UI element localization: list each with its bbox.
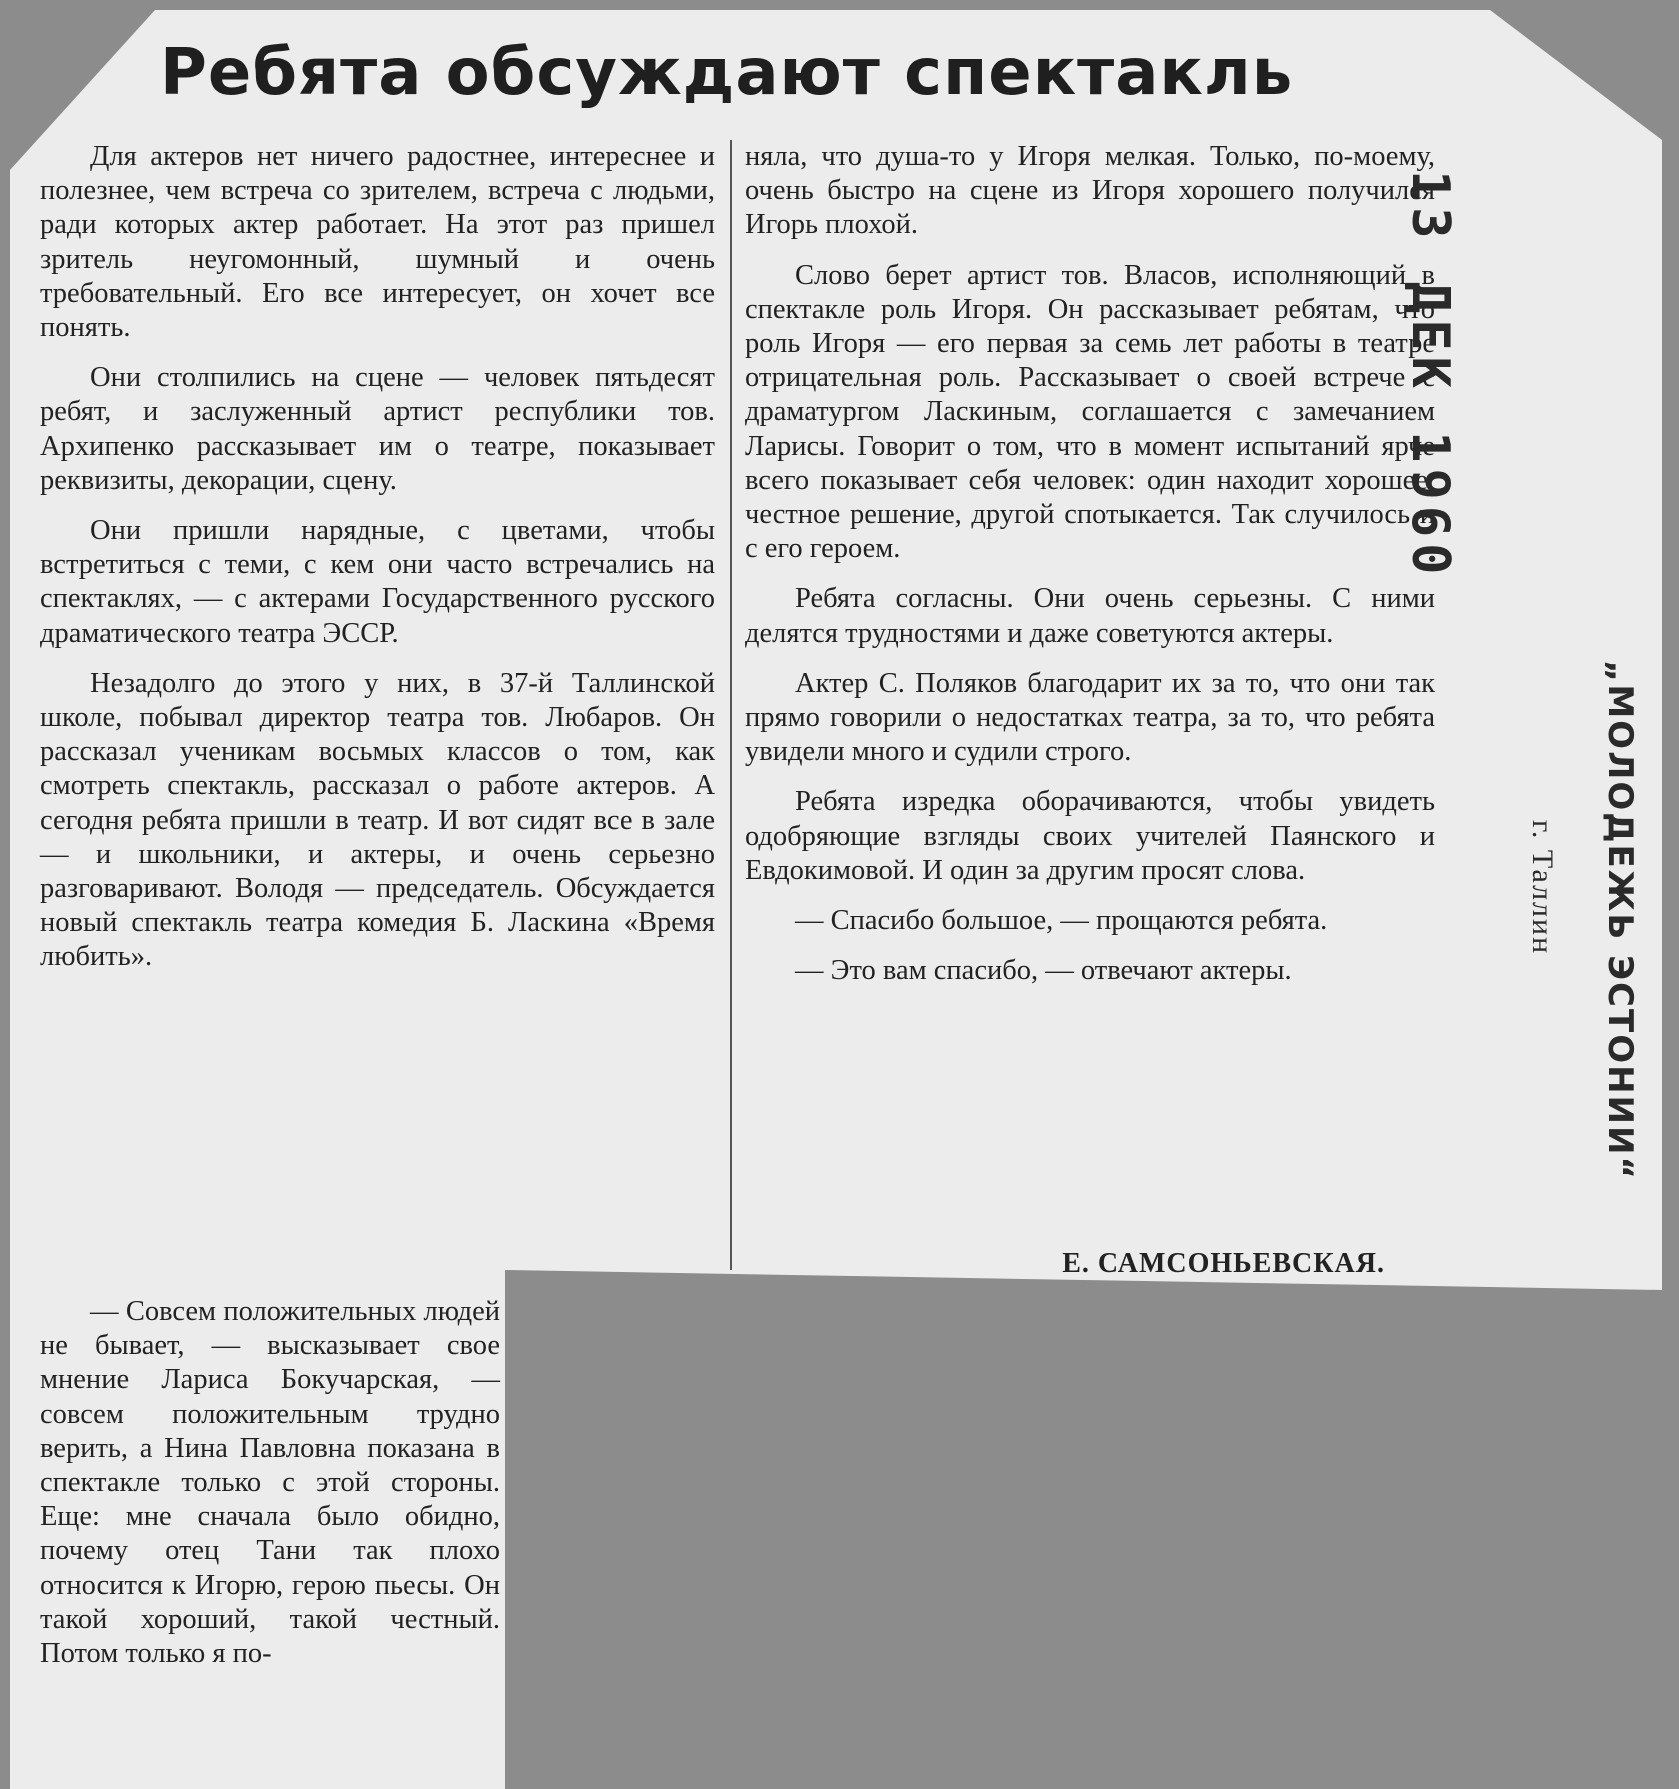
article-column-right bbox=[745, 140, 1435, 1004]
paragraph: Для актеров нет ничего радостнее, интереснее и полезнее, чем встреча со зрителем, встреча с людьми, ради которых актер работает. На этот раз пришел зритель неугомонный, шумный и очень требовательный. Его все интересует, он хочет все понять. bbox=[40, 141, 715, 344]
paragraph-continued: няла, что душа-то у Игоря мелкая. Только, по-моему, очень быстро на сцене из Игоря хорошего получился Игорь плохой. bbox=[745, 141, 1435, 241]
paragraph: Незадолго до этого у них, в 37-й Таллинской школе, побывал директор театра тов. Любаров. Он рассказал ученикам восьмых классов о том, как смотреть спектакль, рассказал о работе актеров. А сегодня ребята пришли в театр. И вот сидят все в зале — и школьники, и актеры, и очень серьезно разговаривают. Володя — председатель. Обсуждается новый спектакль театра комедия Б. Ласкина «Время любить». bbox=[40, 667, 715, 973]
paragraph: Ребята изредка оборачиваются, чтобы увидеть одобряющие взгляды своих учителей Паянского и Евдокимовой. И один за другим просят слова. bbox=[745, 786, 1435, 886]
author-signature: Е. САМСОНЬЕВСКАЯ. bbox=[1062, 1248, 1385, 1279]
article-column-left-top bbox=[40, 140, 715, 991]
paragraph: Они столпились на сцене — человек пятьдесят ребят, и заслуженный артист республики тов. Архипенко рассказывает им о театре, показывает реквизиты, декорации, сцену. bbox=[40, 362, 715, 496]
date-stamp: 13 ДЕК 1960 bbox=[1400, 170, 1460, 581]
newspaper-name-stamp: „МОЛОДЕЖЬ ЭСТОНИИ“ bbox=[1600, 660, 1640, 1181]
article-headline: Ребята обсуждают спектакль bbox=[160, 36, 1294, 110]
paragraph: — Это вам спасибо, — отвечают актеры. bbox=[795, 955, 1292, 987]
city-stamp: г. Таллин bbox=[1526, 820, 1559, 956]
paragraph: Слово берет артист тов. Власов, исполняющий в спектакле роль Игоря. Он рассказывает ребятам, что роль Игоря — его первая за семь лет работы в театре отрицательная роль. Рассказывает о своей встрече с драматургом Ласкиным, соглашается с замечанием Ларисы. Говорит о том, что в момент испытаний ярче всего показывает себя человек: один находит хорошее, честное решение, другой спотыкается. Так случилось и с его героем. bbox=[745, 259, 1435, 565]
paragraph: — Совсем положительных людей не бывает, — высказывает свое мнение Лариса Бокучарская, — совсем положительным трудно верить, а Нина Павловна показана в спектакле только с этой стороны. Еще: мне сначала было обидно, почему отец Тани так плохо относится к Игорю, герою пьесы. Он такой хороший, такой честный. Потом только я по- bbox=[40, 1296, 500, 1670]
paragraph: — Спасибо большое, — прощаются ребята. bbox=[795, 905, 1328, 937]
column-divider bbox=[730, 140, 732, 1270]
paragraph: Они пришли нарядные, с цветами, чтобы встретиться с теми, с кем они часто встречались на спектаклях, — с актерами Государственного русского драматического театра ЭССР. bbox=[40, 515, 715, 649]
paragraph: Ребята согласны. Они очень серьезны. С ними делятся трудностями и даже советуются актеры. bbox=[745, 583, 1435, 649]
article-column-left-bottom bbox=[40, 1295, 500, 1687]
paragraph: Актер С. Поляков благодарит их за то, что они так прямо говорили о недостатках театра, за то, что ребята увидели много и судили строго. bbox=[745, 667, 1435, 768]
